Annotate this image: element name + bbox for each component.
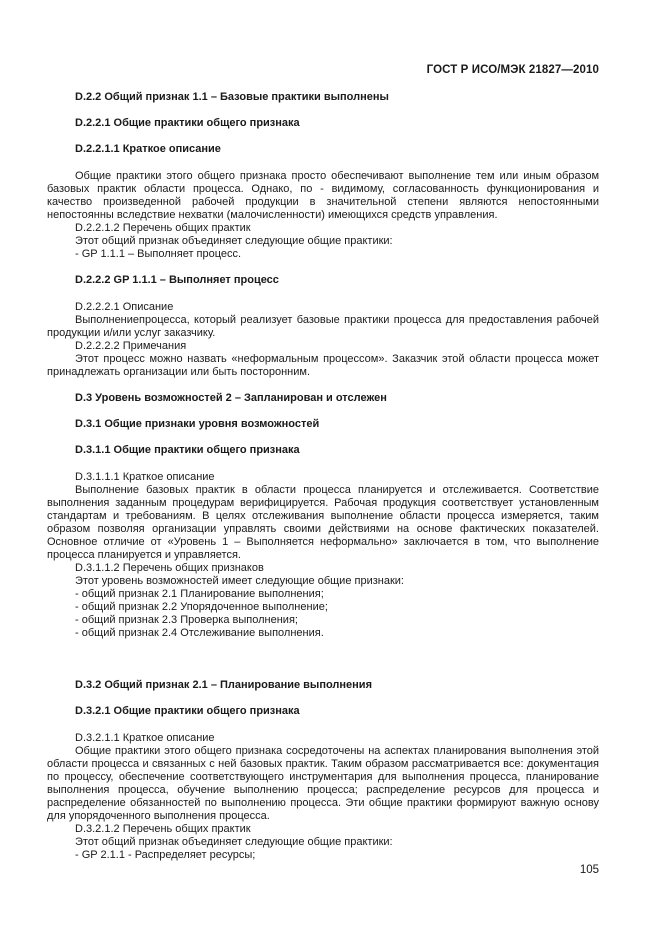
- paragraph: Общие практики этого общего признака просто обеспечивают выполнение тем или иным образом базовых практик области процесса. Однако, по - видимому, согласованность функционирования и качество произведенной рабочей продукции в значительной степени являются непостоянными непостоянны вследствие нехватки (малочисленности) имеющихся средств управления.: [47, 170, 599, 221]
- paragraph: D.2.2.1.2 Перечень общих практик: [75, 222, 251, 234]
- paragraph: Этот уровень возможностей имеет следующие общие признаки:: [75, 575, 404, 587]
- paragraph: D.2.2.2.1 Описание: [75, 301, 174, 313]
- subsection-heading: D.3.2.1 Общие практики общего признака: [75, 705, 300, 717]
- paragraph: D.2.2.2.2 Примечания: [75, 340, 187, 352]
- section-heading: D.3 Уровень возможностей 2 – Запланирован и отслежен: [75, 392, 387, 404]
- paragraph: D.3.1.1.2 Перечень общих признаков: [75, 562, 264, 574]
- paragraph: Выполнениепроцесса, который реализует базовые практики процесса для предоставления рабочей продукции и/или услуг заказчику.: [47, 314, 599, 339]
- section-heading: D.2.2 Общий признак 1.1 – Базовые практики выполнены: [75, 91, 389, 103]
- paragraph: Общие практики этого общего признака сосредоточены на аспектах планирования выполнения этой области процесса и связанных с ней базовых практик. Таким образом рассматривается все: документация по процессу, обеспечение соответствующего инструментария для выполнения процесса, планирование выполнения процесса, обучение выполнению процесса; распределение ресурсов для процесса и распределение обязанностей по выполнению процесса. Эти общие практики формируют важную основу для упорядоченного выполнения процесса.: [47, 745, 599, 822]
- list-item: - GP 1.1.1 – Выполняет процесс.: [75, 248, 242, 260]
- list-item: - GP 2.1.1 - Распределяет ресурсы;: [75, 849, 256, 861]
- subsection-heading: D.2.2.2 GP 1.1.1 – Выполняет процесс: [75, 274, 279, 286]
- paragraph: Этот общий признак объединяет следующие общие практики:: [75, 836, 393, 848]
- list-item: - общий признак 2.3 Проверка выполнения;: [75, 614, 298, 626]
- paragraph: D.3.2.1.1 Краткое описание: [75, 732, 215, 744]
- subsection-heading: D.2.2.1.1 Краткое описание: [75, 143, 221, 155]
- paragraph: Этот общий признак объединяет следующие общие практики:: [75, 235, 393, 247]
- subsection-heading: D.3.1.1 Общие практики общего признака: [75, 444, 300, 456]
- paragraph: D.3.2.1.2 Перечень общих практик: [75, 823, 251, 835]
- subsection-heading: D.2.2.1 Общие практики общего признака: [75, 117, 300, 129]
- page-number: 105: [579, 864, 599, 876]
- paragraph: D.3.1.1.1 Краткое описание: [75, 471, 215, 483]
- section-heading: D.3.2 Общий признак 2.1 – Планирование выполнения: [75, 679, 372, 691]
- paragraph: Этот процесс можно назвать «неформальным процессом». Заказчик этой области процесса может принадлежать организации или быть посторонним.: [47, 353, 599, 378]
- document-body: [47, 91, 599, 862]
- list-item: - общий признак 2.1 Планирование выполнения;: [75, 588, 324, 600]
- subsection-heading: D.3.1 Общие признаки уровня возможностей: [75, 418, 320, 430]
- paragraph: Выполнение базовых практик в области процесса планируется и отслеживается. Соответствие выполнения заданным процедурам верифицируется. Рабочая продукция соответствует установленным стандартам и требованиям. В целях отслеживания выполнение области процесса измеряется, таким образом позволяя организации управлять своими действиями на основе фактических показателей. Основное отличие от «Уровень 1 – Выполняется неформально» заключается в том, что выполнение процесса планируется и управляется.: [47, 484, 599, 561]
- list-item: - общий признак 2.4 Отслеживание выполнения.: [75, 627, 324, 639]
- document-header: ГОСТ Р ИСО/МЭК 21827—2010: [426, 64, 599, 76]
- list-item: - общий признак 2.2 Упорядоченное выполнение;: [75, 601, 328, 613]
